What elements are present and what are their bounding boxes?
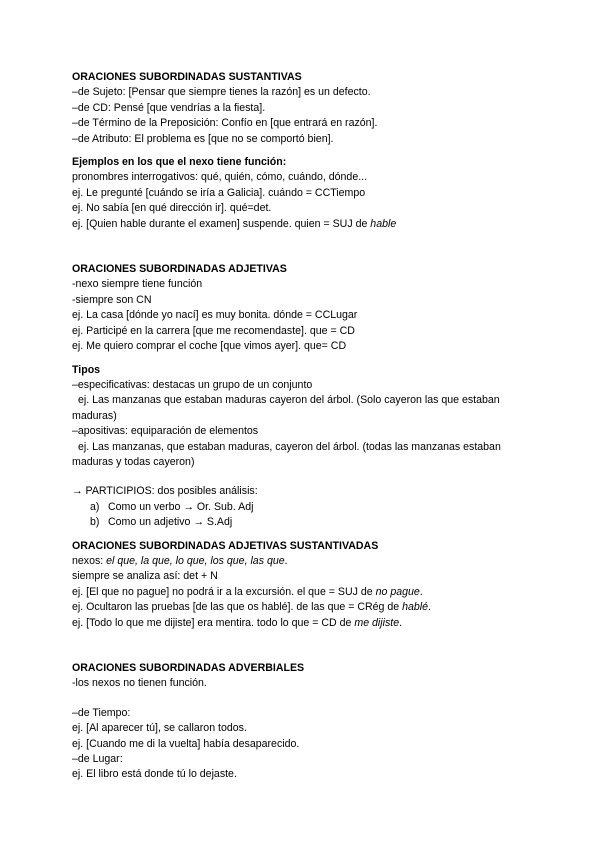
text-line: ej. [Cuando me di la vuelta] había desaparecido. bbox=[72, 737, 300, 750]
text-line bbox=[72, 585, 542, 600]
heading-adverbiales: ORACIONES SUBORDINADAS ADVERBIALES bbox=[72, 662, 305, 674]
text-line: –de Atributo: El problema es [que no se comportó bien]. bbox=[72, 132, 334, 145]
italic-span: hable bbox=[370, 217, 397, 230]
text-line bbox=[72, 554, 542, 569]
italic-span: me dijiste bbox=[354, 616, 400, 629]
text-line: ej. Las manzanas, que estaban maduras, cayeron del árbol. (todas las manzanas estaban bbox=[78, 440, 501, 453]
text-line: pronombres interrogativos: qué, quién, cómo, cuándo, dónde... bbox=[72, 171, 368, 184]
text-span: ej. Ocultaron las pruebas [de las que os hablé]. de las que = CRég de bbox=[72, 601, 403, 614]
text-line: –de Sujeto: [Pensar que siempre tienes la razón] es un defecto. bbox=[72, 86, 371, 99]
list-item bbox=[72, 500, 542, 515]
text-line: –de Lugar: bbox=[72, 753, 123, 766]
text-line: ej. Le pregunté [cuándo se iría a Galicia]. cuándo = CCTiempo bbox=[72, 186, 366, 199]
text-line bbox=[72, 600, 542, 615]
heading-adjetivas: ORACIONES SUBORDINADAS ADJETIVAS bbox=[72, 263, 287, 276]
text-line bbox=[72, 616, 542, 631]
list-item bbox=[72, 515, 542, 530]
text-line: ej. Participé en la carrera [que me recomendaste]. que = CD bbox=[72, 324, 355, 337]
text-line: –apositivas: equiparación de elementos bbox=[72, 425, 259, 438]
text-line: -siempre son CN bbox=[72, 293, 152, 306]
document-content bbox=[72, 70, 542, 783]
heading-adjetivas-sustantivadas: ORACIONES SUBORDINADAS ADJETIVAS SUSTANTIVADAS bbox=[72, 539, 379, 552]
text-line: → PARTICIPIOS: dos posibles análisis: bbox=[72, 485, 258, 498]
text-line: ej. La casa [dónde yo nací] es muy bonita. dónde = CCLugar bbox=[72, 309, 358, 322]
text-span: . bbox=[428, 601, 431, 614]
text-line: -nexo siempre tiene función bbox=[72, 278, 203, 291]
text-line: –de Término de la Preposición: Confío en [que entrará en razón]. bbox=[72, 117, 378, 130]
text-span: ej. [El que no pague] no podrá ir a la excursión. el que = SUJ de bbox=[72, 585, 376, 598]
list-text: Como un adjetivo → S.Adj bbox=[108, 516, 233, 529]
text-line: ej. Las manzanas que estaban maduras cayeron del árbol. (Solo cayeron las que estaban bbox=[78, 394, 500, 407]
text-line: ej. Me quiero comprar el coche [que vimos ayer]. que= CD bbox=[72, 340, 347, 353]
text-line: siempre se analiza así: det + N bbox=[72, 570, 218, 583]
text-span: . bbox=[419, 585, 423, 598]
text-line: maduras) bbox=[72, 409, 117, 422]
italic-span: el que, la que, lo que, los que, las que bbox=[106, 554, 285, 567]
text-line: ej. El libro está donde tú lo dejaste. bbox=[72, 768, 237, 781]
heading-ejemplos: Ejemplos en los que el nexo tiene función: bbox=[72, 156, 287, 169]
text-span: ej. [Todo lo que me dijiste] era mentira. todo lo que = CD de bbox=[72, 616, 355, 629]
text-span: nexos: bbox=[72, 554, 107, 567]
text-line: maduras y todas cayeron) bbox=[72, 455, 195, 468]
text-span: ej. [Quien hable durante el examen] suspende. quien = SUJ de bbox=[72, 217, 371, 230]
list-text: Como un verbo → Or. Sub. Adj bbox=[108, 500, 254, 513]
list-marker: a) bbox=[90, 500, 100, 513]
text-line bbox=[72, 217, 542, 232]
text-line: –de Tiempo: bbox=[72, 706, 131, 719]
italic-span: no pague bbox=[375, 585, 420, 598]
text-line: ej. [Al aparecer tú], se callaron todos. bbox=[72, 722, 247, 735]
list-marker: b) bbox=[90, 516, 100, 529]
heading-tipos: Tipos bbox=[72, 363, 101, 376]
heading-sustantivas: ORACIONES SUBORDINADAS SUSTANTIVAS bbox=[72, 71, 302, 83]
text-line: –de CD: Pensé [que vendrías a la fiesta]. bbox=[72, 101, 266, 114]
italic-span: hablé bbox=[402, 601, 429, 614]
text-line: ej. No sabía [en qué dirección ir]. qué=det. bbox=[72, 202, 272, 215]
text-line: –especificativas: destacas un grupo de un conjunto bbox=[72, 378, 313, 391]
text-span: . bbox=[284, 554, 288, 567]
text-line: -los nexos no tienen función. bbox=[72, 677, 207, 690]
text-span: . bbox=[399, 616, 403, 629]
